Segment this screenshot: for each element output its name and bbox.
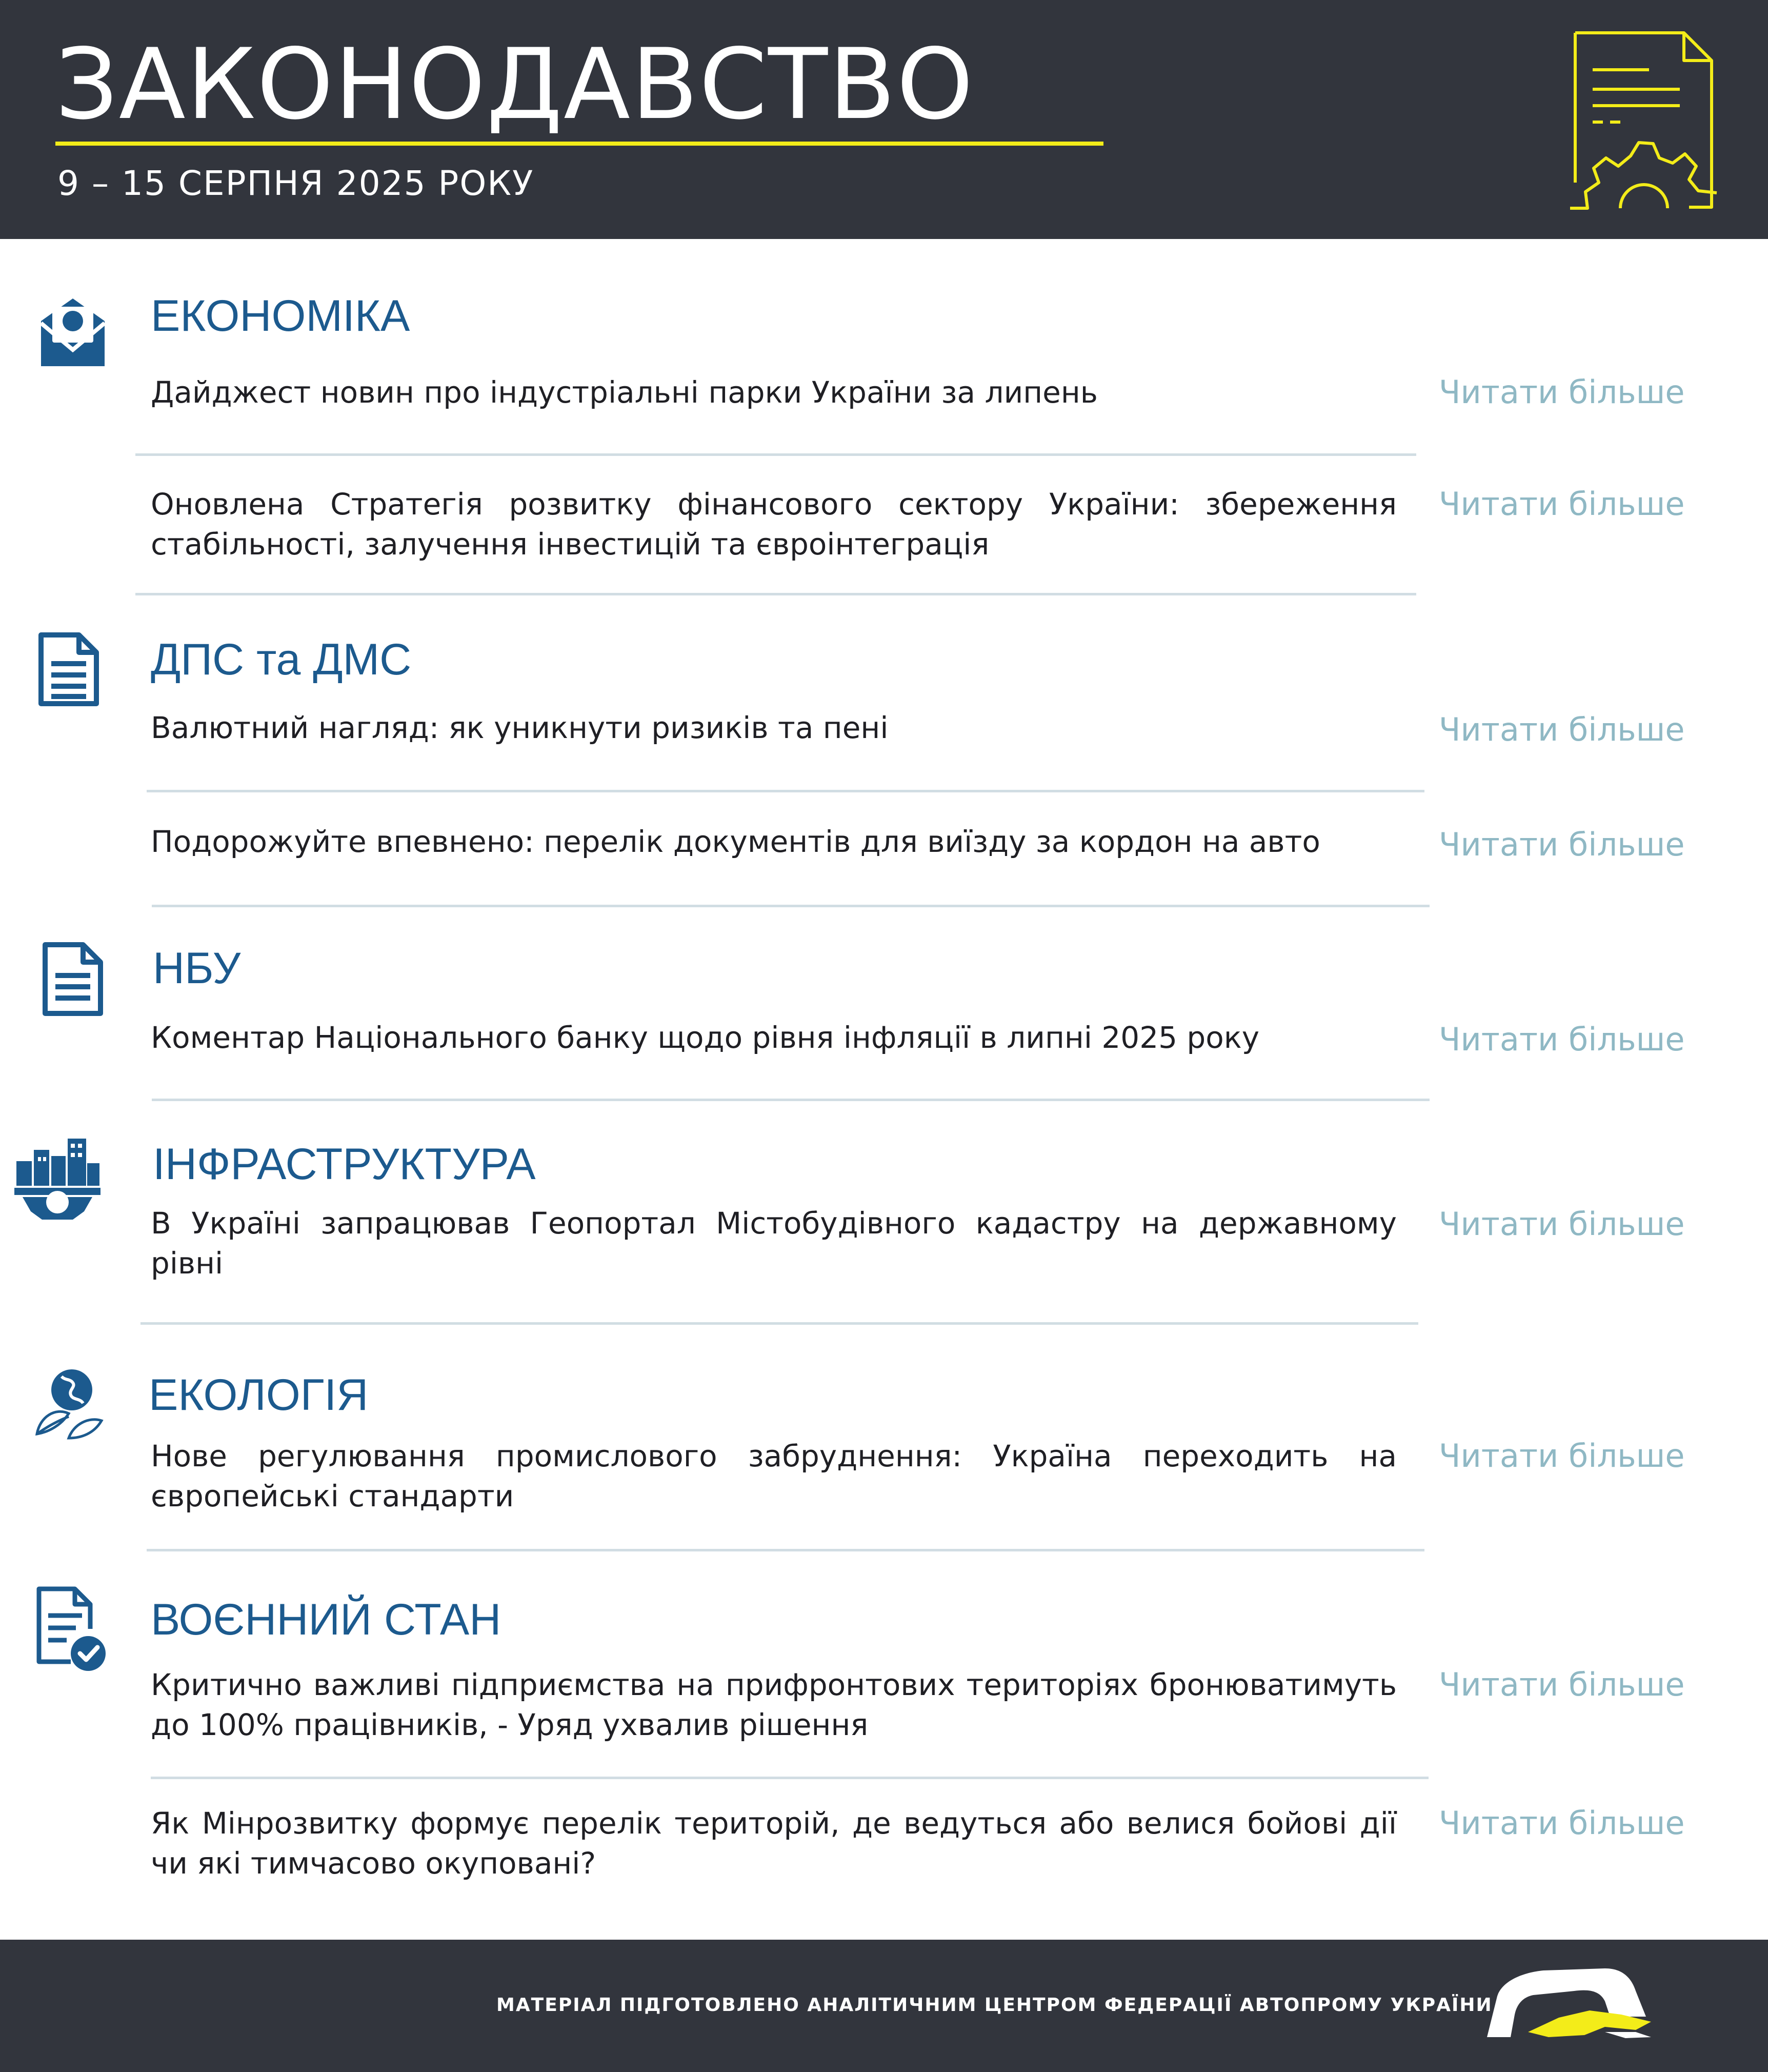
read-more-link[interactable]: Читати більше bbox=[1439, 1437, 1685, 1475]
document-check-icon bbox=[35, 1585, 108, 1675]
read-more-link[interactable]: Читати більше bbox=[1439, 1804, 1685, 1842]
category-title-infrastructure: ІНФРАСТРУКТУРА bbox=[153, 1140, 536, 1189]
globe-leaf-icon bbox=[33, 1367, 105, 1441]
city-gear-icon bbox=[12, 1134, 103, 1223]
divider bbox=[147, 1549, 1424, 1551]
news-item-nbu-1[interactable]: Коментар Національного банку щодо рівня інфляції в липні 2025 року bbox=[151, 1020, 1260, 1055]
divider bbox=[135, 593, 1416, 595]
read-more-link[interactable]: Читати більше bbox=[1439, 826, 1685, 863]
page-title: ЗАКОНОДАВСТВО bbox=[55, 28, 975, 141]
category-title-tax: ДПС та ДМС bbox=[151, 635, 412, 684]
news-item-economy-2[interactable]: Оновлена Стратегія розвитку фінансового сектору України: збереження стабільності, залучення інвестицій та євроінтеграція bbox=[151, 487, 1397, 562]
read-more-link[interactable]: Читати більше bbox=[1439, 1021, 1685, 1058]
divider bbox=[147, 790, 1424, 792]
footer-credit: МАТЕРІАЛ ПІДГОТОВЛЕНО АНАЛІТИЧНИМ ЦЕНТРОМ ФЕДЕРАЦІЇ АВТОПРОМУ УКРАЇНИ bbox=[496, 1995, 1493, 2016]
divider bbox=[151, 1777, 1429, 1779]
car-logo-icon bbox=[1482, 1955, 1677, 2058]
read-more-link[interactable]: Читати більше bbox=[1439, 1666, 1685, 1703]
read-more-link[interactable]: Читати більше bbox=[1439, 711, 1685, 748]
date-range: 9 – 15 СЕРПНЯ 2025 РОКУ bbox=[57, 164, 534, 203]
document-icon bbox=[37, 631, 101, 708]
page-header bbox=[0, 0, 1768, 239]
category-title-ecology: ЕКОЛОГІЯ bbox=[149, 1370, 369, 1420]
divider bbox=[152, 1099, 1430, 1101]
news-item-ecology-1[interactable]: Нове регулювання промислового забруднення: Україна переходить на європейські стандарти bbox=[151, 1439, 1397, 1513]
divider bbox=[140, 1322, 1418, 1325]
divider bbox=[135, 453, 1416, 456]
read-more-link[interactable]: Читати більше bbox=[1439, 1205, 1685, 1243]
category-title-economy: ЕКОНОМІКА bbox=[151, 291, 410, 341]
divider bbox=[152, 905, 1430, 907]
news-item-infrastructure-1[interactable]: В Україні запрацював Геопортал Містобудівного кадастру на державному рівні bbox=[151, 1206, 1397, 1281]
read-more-link[interactable]: Читати більше bbox=[1439, 485, 1685, 523]
category-title-martial-law: ВОЄННИЙ СТАН bbox=[151, 1595, 501, 1644]
title-underline bbox=[55, 142, 1103, 146]
news-item-martial-law-1[interactable]: Критично важливі підприємства на прифронтових територіях бронюватимуть до 100% працівників, - Уряд ухвалив рішення bbox=[151, 1667, 1397, 1742]
document-outline-icon bbox=[41, 941, 105, 1018]
document-gear-icon bbox=[1567, 29, 1721, 213]
page-footer bbox=[0, 1940, 1768, 2072]
category-title-nbu: НБУ bbox=[153, 944, 241, 993]
envelope-money-icon bbox=[37, 296, 109, 370]
news-item-martial-law-2[interactable]: Як Мінрозвитку формує перелік територій, де ведуться або велися бойові дії чи які тимчасово окуповані? bbox=[151, 1806, 1397, 1881]
news-item-tax-2[interactable]: Подорожуйте впевнено: перелік документів для виїзду за кордон на авто bbox=[151, 824, 1320, 859]
news-item-economy-1[interactable]: Дайджест новин про індустріальні парки України за липень bbox=[151, 375, 1098, 410]
news-item-tax-1[interactable]: Валютний нагляд: як уникнути ризиків та пені bbox=[151, 710, 889, 745]
read-more-link[interactable]: Читати більше bbox=[1439, 373, 1685, 411]
